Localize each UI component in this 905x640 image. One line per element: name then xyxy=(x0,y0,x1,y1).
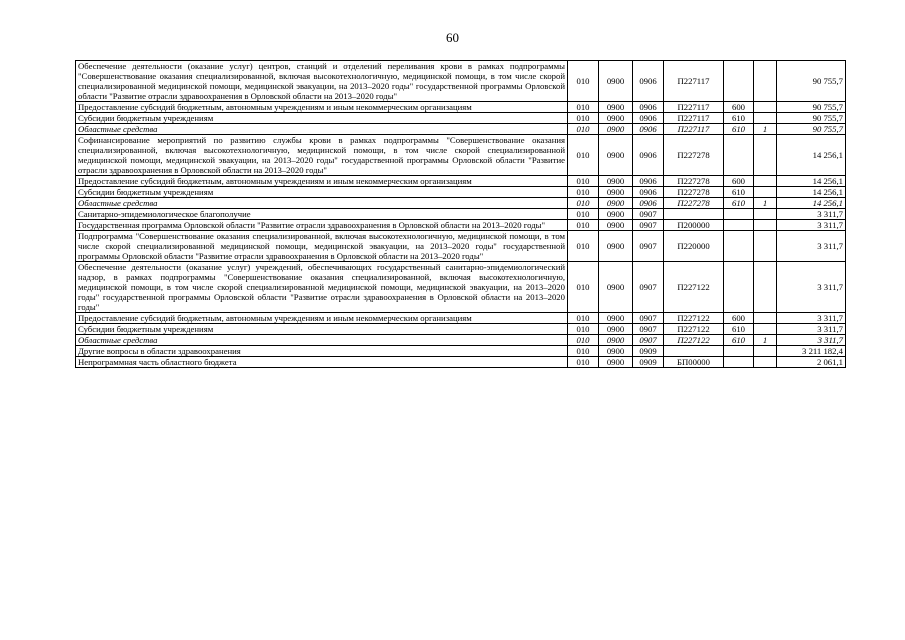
table-row xyxy=(76,209,846,220)
section-code: 0900 xyxy=(599,357,633,368)
target-article-code: П227278 xyxy=(664,135,724,176)
funding-source-code xyxy=(754,113,777,124)
section-code: 0900 xyxy=(599,187,633,198)
target-article-code: П227278 xyxy=(664,176,724,187)
row-description: Санитарно-эпидемиологическое благополучие xyxy=(76,209,568,220)
row-amount: 14 256,1 xyxy=(777,135,846,176)
ministry-code: 010 xyxy=(568,313,599,324)
row-description: Другие вопросы в области здравоохранения xyxy=(76,346,568,357)
table-row xyxy=(76,135,846,176)
row-description: Софинансирование мероприятий по развитию службы крови в рамках подпрограммы "Совершенствование оказания специализированной, включая высокотехнологичную, медицинской помощи, в том числе скорой специализированной медицинской помощи, медицинской эвакуации, на 2013–2020 годы" государственной программы Орловской области "Развитие отрасли здравоохранения в Орловской области на 2013–2020 годы" xyxy=(76,135,568,176)
ministry-code: 010 xyxy=(568,231,599,262)
expense-type-code xyxy=(724,135,754,176)
row-amount: 90 755,7 xyxy=(777,61,846,102)
row-description: Субсидии бюджетным учреждениям xyxy=(76,113,568,124)
row-amount: 3 311,7 xyxy=(777,231,846,262)
row-description: Предоставление субсидий бюджетным, автономным учреждениям и иным некоммерческим организациям xyxy=(76,176,568,187)
funding-source-code xyxy=(754,324,777,335)
budget-table xyxy=(75,60,846,368)
target-article-code: П227122 xyxy=(664,324,724,335)
expense-type-code: 600 xyxy=(724,102,754,113)
row-amount: 2 061,1 xyxy=(777,357,846,368)
expense-type-code xyxy=(724,61,754,102)
row-amount: 90 755,7 xyxy=(777,102,846,113)
target-article-code: П227122 xyxy=(664,335,724,346)
target-article-code: П200000 xyxy=(664,220,724,231)
subsection-code: 0907 xyxy=(633,313,664,324)
expense-type-code: 610 xyxy=(724,113,754,124)
ministry-code: 010 xyxy=(568,346,599,357)
row-description: Субсидии бюджетным учреждениям xyxy=(76,324,568,335)
budget-table-body xyxy=(76,61,846,368)
section-code: 0900 xyxy=(599,102,633,113)
ministry-code: 010 xyxy=(568,262,599,313)
expense-type-code xyxy=(724,209,754,220)
target-article-code: П227122 xyxy=(664,262,724,313)
row-amount: 3 311,7 xyxy=(777,324,846,335)
funding-source-code xyxy=(754,187,777,198)
section-code: 0900 xyxy=(599,176,633,187)
row-description: Подпрограмма "Совершенствование оказания специализированной, включая высокотехнологичную, медицинской помощи, в том числе скорой специализированной медицинской помощи, медицинской эвакуации, на 2013–2020 годы" государственной программы Орловской области "Развитие отрасли здравоохранения в Орловской области на 2013–2020 годы" xyxy=(76,231,568,262)
target-article-code: П227278 xyxy=(664,198,724,209)
section-code: 0900 xyxy=(599,346,633,357)
funding-source-code xyxy=(754,102,777,113)
row-amount: 14 256,1 xyxy=(777,198,846,209)
ministry-code: 010 xyxy=(568,220,599,231)
ministry-code: 010 xyxy=(568,135,599,176)
ministry-code: 010 xyxy=(568,335,599,346)
target-article-code: П227117 xyxy=(664,102,724,113)
subsection-code: 0907 xyxy=(633,209,664,220)
subsection-code: 0906 xyxy=(633,102,664,113)
expense-type-code: 600 xyxy=(724,313,754,324)
ministry-code: 010 xyxy=(568,102,599,113)
table-row xyxy=(76,231,846,262)
section-code: 0900 xyxy=(599,313,633,324)
section-code: 0900 xyxy=(599,335,633,346)
funding-source-code xyxy=(754,346,777,357)
section-code: 0900 xyxy=(599,198,633,209)
subsection-code: 0907 xyxy=(633,262,664,313)
subsection-code: 0907 xyxy=(633,324,664,335)
target-article-code: БП00000 xyxy=(664,357,724,368)
subsection-code: 0906 xyxy=(633,135,664,176)
section-code: 0900 xyxy=(599,61,633,102)
row-amount: 3 211 182,4 xyxy=(777,346,846,357)
funding-source-code xyxy=(754,313,777,324)
section-code: 0900 xyxy=(599,113,633,124)
row-amount: 3 311,7 xyxy=(777,335,846,346)
table-row xyxy=(76,346,846,357)
target-article-code: П227122 xyxy=(664,313,724,324)
row-amount: 90 755,7 xyxy=(777,124,846,135)
row-description: Обеспечение деятельности (оказание услуг) учреждений, обеспечивающих государственный санитарно-эпидемиологический надзор, в рамках подпрограммы "Совершенствование оказания специализированной, включая высокотехнологичную, медицинской помощи, в том числе скорой специализированной медицинской помощи, медицинской эвакуации, на 2013–2020 годы" государственной программы Орловской области "Развитие отрасли здравоохранения в Орловской области на 2013–2020 годы" xyxy=(76,262,568,313)
table-row xyxy=(76,324,846,335)
ministry-code: 010 xyxy=(568,187,599,198)
ministry-code: 010 xyxy=(568,61,599,102)
table-row xyxy=(76,262,846,313)
expense-type-code: 600 xyxy=(724,176,754,187)
expense-type-code xyxy=(724,262,754,313)
subsection-code: 0909 xyxy=(633,346,664,357)
table-row xyxy=(76,113,846,124)
ministry-code: 010 xyxy=(568,209,599,220)
section-code: 0900 xyxy=(599,124,633,135)
funding-source-code: 1 xyxy=(754,198,777,209)
funding-source-code xyxy=(754,135,777,176)
subsection-code: 0907 xyxy=(633,231,664,262)
expense-type-code xyxy=(724,231,754,262)
target-article-code: П227117 xyxy=(664,61,724,102)
table-row xyxy=(76,124,846,135)
row-amount: 3 311,7 xyxy=(777,220,846,231)
expense-type-code xyxy=(724,220,754,231)
target-article-code: П227117 xyxy=(664,113,724,124)
row-description: Предоставление субсидий бюджетным, автономным учреждениям и иным некоммерческим организациям xyxy=(76,102,568,113)
expense-type-code: 610 xyxy=(724,324,754,335)
ministry-code: 010 xyxy=(568,357,599,368)
row-description: Непрограммная часть областного бюджета xyxy=(76,357,568,368)
expense-type-code: 610 xyxy=(724,187,754,198)
subsection-code: 0909 xyxy=(633,357,664,368)
row-amount: 14 256,1 xyxy=(777,187,846,198)
subsection-code: 0907 xyxy=(633,220,664,231)
subsection-code: 0906 xyxy=(633,61,664,102)
row-amount: 3 311,7 xyxy=(777,209,846,220)
expense-type-code: 610 xyxy=(724,124,754,135)
row-description: Областные средства xyxy=(76,198,568,209)
row-description: Обеспечение деятельности (оказание услуг) центров, станций и отделений переливания крови в рамках подпрограммы "Совершенствование оказания специализированной, включая высокотехнологичную, медицинской помощи, в том числе скорой специализированной медицинской помощи, медицинской эвакуации, на 2013–2020 годы" государственной программы Орловской области "Развитие отрасли здравоохранения в Орловской области на 2013–2020 годы" xyxy=(76,61,568,102)
row-description: Предоставление субсидий бюджетным, автономным учреждениям и иным некоммерческим организациям xyxy=(76,313,568,324)
funding-source-code: 1 xyxy=(754,335,777,346)
expense-type-code: 610 xyxy=(724,335,754,346)
table-row xyxy=(76,187,846,198)
table-row xyxy=(76,198,846,209)
funding-source-code: 1 xyxy=(754,124,777,135)
page-number: 60 xyxy=(446,30,459,45)
expense-type-code: 610 xyxy=(724,198,754,209)
section-code: 0900 xyxy=(599,231,633,262)
table-row xyxy=(76,102,846,113)
row-description: Областные средства xyxy=(76,124,568,135)
subsection-code: 0906 xyxy=(633,187,664,198)
target-article-code: П227278 xyxy=(664,187,724,198)
subsection-code: 0906 xyxy=(633,198,664,209)
table-row xyxy=(76,220,846,231)
funding-source-code xyxy=(754,262,777,313)
table-row xyxy=(76,176,846,187)
funding-source-code xyxy=(754,61,777,102)
table-row xyxy=(76,61,846,102)
row-description: Субсидии бюджетным учреждениям xyxy=(76,187,568,198)
table-row xyxy=(76,313,846,324)
target-article-code: П227117 xyxy=(664,124,724,135)
ministry-code: 010 xyxy=(568,176,599,187)
ministry-code: 010 xyxy=(568,124,599,135)
row-description: Областные средства xyxy=(76,335,568,346)
ministry-code: 010 xyxy=(568,198,599,209)
section-code: 0900 xyxy=(599,324,633,335)
row-description: Государственная программа Орловской области "Развитие отрасли здравоохранения в Орловской области на 2013–2020 годы" xyxy=(76,220,568,231)
funding-source-code xyxy=(754,231,777,262)
expense-type-code xyxy=(724,346,754,357)
funding-source-code xyxy=(754,176,777,187)
funding-source-code xyxy=(754,220,777,231)
subsection-code: 0906 xyxy=(633,113,664,124)
section-code: 0900 xyxy=(599,220,633,231)
table-row xyxy=(76,357,846,368)
target-article-code xyxy=(664,209,724,220)
subsection-code: 0906 xyxy=(633,176,664,187)
row-amount: 3 311,7 xyxy=(777,262,846,313)
row-amount: 90 755,7 xyxy=(777,113,846,124)
target-article-code xyxy=(664,346,724,357)
row-amount: 3 311,7 xyxy=(777,313,846,324)
subsection-code: 0906 xyxy=(633,124,664,135)
row-amount: 14 256,1 xyxy=(777,176,846,187)
funding-source-code xyxy=(754,209,777,220)
expense-type-code xyxy=(724,357,754,368)
ministry-code: 010 xyxy=(568,324,599,335)
section-code: 0900 xyxy=(599,209,633,220)
subsection-code: 0907 xyxy=(633,335,664,346)
ministry-code: 010 xyxy=(568,113,599,124)
section-code: 0900 xyxy=(599,262,633,313)
section-code: 0900 xyxy=(599,135,633,176)
target-article-code: П220000 xyxy=(664,231,724,262)
funding-source-code xyxy=(754,357,777,368)
table-row xyxy=(76,335,846,346)
